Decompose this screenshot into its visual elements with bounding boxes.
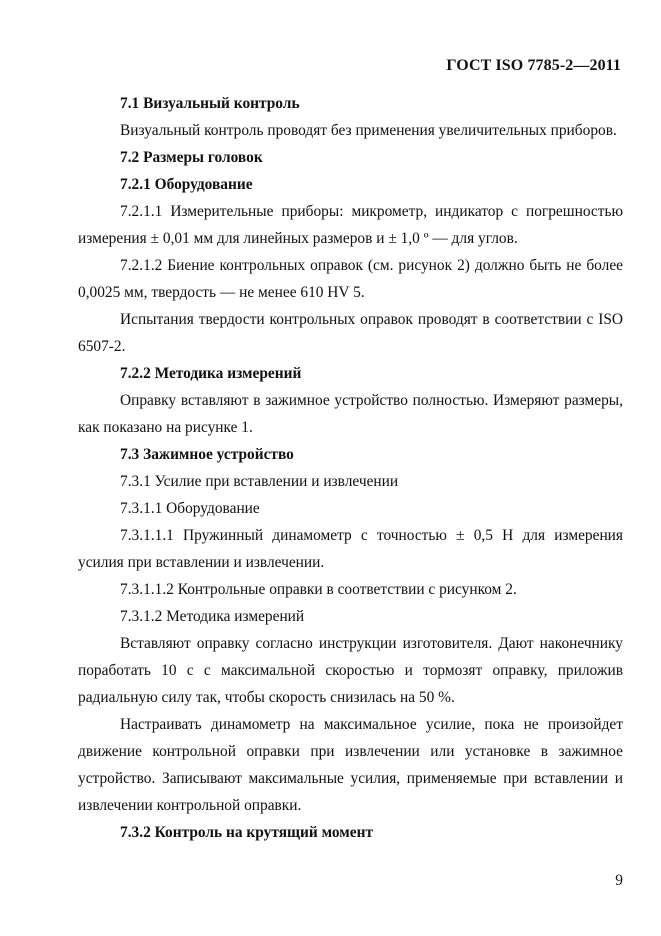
section-heading-7-1: 7.1 Визуальный контроль — [120, 95, 300, 112]
document-body — [78, 90, 623, 846]
section-heading-7-3-2: 7.3.2 Контроль на крутящий момент — [120, 824, 374, 841]
section-heading-7-2-2: 7.2.2 Методика измерений — [120, 365, 302, 382]
section-heading-7-2: 7.2 Размеры головок — [120, 149, 263, 166]
paragraph: Настраивать динамометр на максимальное усилие, пока не произойдет движение контрольной оправки при извлечении или установке в зажимное устройство. Записывают максимальные усилия, применяемые при вставлении и извлечении контрольной оправки. — [78, 716, 623, 814]
paragraph: 7.3.1 Усилие при вставлении и извлечении — [120, 473, 399, 490]
paragraph: 7.3.1.1.2 Контрольные оправки в соответствии с рисунком 2. — [120, 581, 517, 598]
paragraph: Вставляют оправку согласно инструкции изготовителя. Дают наконечнику поработать 10 с с максимальной скоростью и тормозят оправку, приложив радиальную силу так, чтобы скорость снизилась на 50 %. — [78, 635, 623, 706]
paragraph: 7.2.1.1 Измерительные приборы: микрометр, индикатор с погрешностью измерения ± 0,01 мм для линейных размеров и ± 1,0 º — для углов. — [78, 203, 623, 247]
paragraph: Оправку вставляют в зажимное устройство полностью. Измеряют размеры, как показано на рисунке 1. — [78, 392, 623, 436]
paragraph: 7.3.1.1 Оборудование — [120, 500, 260, 517]
paragraph: Испытания твердости контрольных оправок проводят в соответствии с ISO 6507-2. — [78, 311, 623, 355]
paragraph: 7.3.1.1.1 Пружинный динамометр с точностью ± 0,5 Н для измерения усилия при вставлении и извлечении. — [78, 527, 623, 571]
paragraph: Визуальный контроль проводят без применения увеличительных приборов. — [120, 122, 617, 139]
page-number: 9 — [615, 872, 623, 889]
paragraph: 7.3.1.2 Методика измерений — [120, 608, 305, 625]
section-heading-7-3: 7.3 Зажимное устройство — [120, 446, 294, 463]
section-heading-7-2-1: 7.2.1 Оборудование — [120, 176, 253, 193]
document-header: ГОСТ ISO 7785-2—2011 — [446, 57, 621, 74]
paragraph: 7.2.1.2 Биение контрольных оправок (см. рисунок 2) должно быть не более 0,0025 мм, твердость — не менее 610 HV 5. — [78, 257, 623, 301]
